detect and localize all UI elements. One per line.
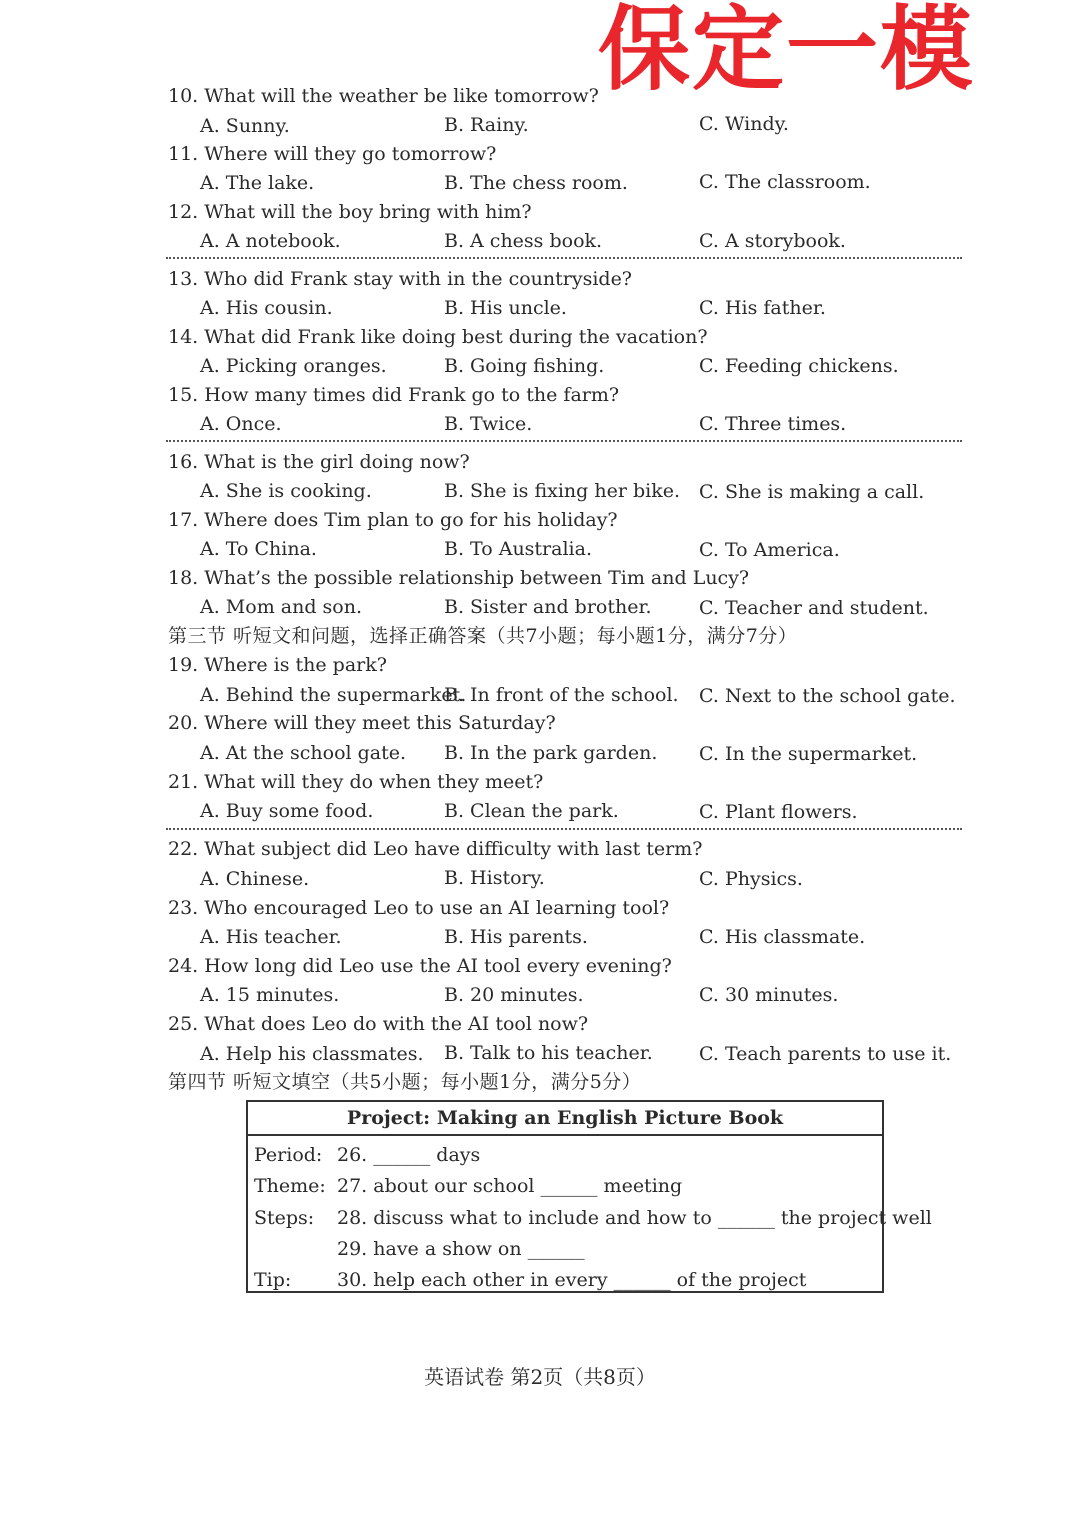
- table-title: Project: Making an English Picture Book: [248, 1102, 882, 1136]
- option-16-c: C. She is making a call.: [699, 481, 925, 503]
- option-12-b: B. A chess book.: [444, 230, 603, 252]
- option-24-c: C. 30 minutes.: [699, 984, 839, 1006]
- table-label-steps: Steps:: [254, 1207, 315, 1229]
- option-13-a: A. His cousin.: [200, 297, 333, 319]
- question-10: 10. What will the weather be like tomorrow?: [168, 85, 599, 107]
- option-10-b: B. Rainy.: [444, 114, 529, 136]
- option-25-a: A. Help his classmates.: [200, 1043, 424, 1065]
- question-14: 14. What did Frank like doing best during the vacation?: [168, 326, 708, 348]
- option-23-b: B. His parents.: [444, 926, 588, 948]
- option-13-c: C. His father.: [699, 297, 826, 319]
- option-16-a: A. She is cooking.: [200, 480, 372, 502]
- option-23-c: C. His classmate.: [699, 926, 866, 948]
- question-21: 21. What will they do when they meet?: [168, 771, 544, 793]
- option-22-b: B. History.: [444, 867, 545, 889]
- option-21-c: C. Plant flowers.: [699, 801, 858, 823]
- project-table: [246, 1100, 932, 1293]
- option-11-a: A. The lake.: [200, 172, 315, 194]
- section-divider: [166, 257, 962, 259]
- question-15: 15. How many times did Frank go to the farm?: [168, 384, 620, 406]
- table-label-period: Period:: [254, 1144, 323, 1166]
- option-14-b: B. Going fishing.: [444, 355, 605, 377]
- option-19-b: B. In front of the school.: [444, 684, 679, 706]
- option-10-a: A. Sunny.: [200, 115, 290, 137]
- option-22-c: C. Physics.: [699, 868, 803, 890]
- option-21-b: B. Clean the park.: [444, 800, 619, 822]
- question-24: 24. How long did Leo use the AI tool every evening?: [168, 955, 672, 977]
- option-16-b: B. She is fixing her bike.: [444, 480, 680, 502]
- option-18-b: B. Sister and brother.: [444, 596, 652, 618]
- table-item-30: 30. help each other in every ______ of the project: [337, 1269, 807, 1291]
- table-label-tip: Tip:: [254, 1269, 292, 1291]
- option-18-c: C. Teacher and student.: [699, 597, 929, 619]
- option-24-b: B. 20 minutes.: [444, 984, 584, 1006]
- question-18: 18. What’s the possible relationship between Tim and Lucy?: [168, 567, 750, 589]
- question-22: 22. What subject did Leo have difficulty with last term?: [168, 838, 703, 860]
- question-23: 23. Who encouraged Leo to use an AI learning tool?: [168, 897, 670, 919]
- option-15-b: B. Twice.: [444, 413, 533, 435]
- page-footer: 英语试卷 第2页（共8页）: [424, 1365, 656, 1389]
- option-14-c: C. Feeding chickens.: [699, 355, 899, 377]
- option-17-c: C. To America.: [699, 539, 840, 561]
- question-13: 13. Who did Frank stay with in the countryside?: [168, 268, 632, 290]
- option-11-c: C. The classroom.: [699, 171, 871, 193]
- question-11: 11. Where will they go tomorrow?: [168, 143, 497, 165]
- option-18-a: A. Mom and son.: [200, 596, 362, 618]
- question-25: 25. What does Leo do with the AI tool now?: [168, 1013, 589, 1035]
- option-25-c: C. Teach parents to use it.: [699, 1043, 952, 1065]
- watermark-stamp: 保定一模: [598, 0, 975, 103]
- option-22-a: A. Chinese.: [200, 868, 310, 890]
- option-21-a: A. Buy some food.: [200, 800, 374, 822]
- option-15-a: A. Once.: [200, 413, 282, 435]
- option-23-a: A. His teacher.: [200, 926, 342, 948]
- question-20: 20. Where will they meet this Saturday?: [168, 712, 556, 734]
- option-19-a: A. Behind the supermarket.: [200, 684, 467, 706]
- option-12-c: C. A storybook.: [699, 230, 846, 252]
- option-17-b: B. To Australia.: [444, 538, 592, 560]
- section-divider: [166, 440, 962, 442]
- option-12-a: A. A notebook.: [200, 230, 341, 252]
- question-12: 12. What will the boy bring with him?: [168, 201, 532, 223]
- table-item-29: 29. have a show on ______: [337, 1238, 585, 1260]
- section-3-heading: 第三节 听短文和问题，选择正确答案（共7小题；每小题1分，满分7分）: [168, 625, 798, 647]
- section-divider: [166, 828, 962, 830]
- table-item-27: 27. about our school ______ meeting: [337, 1175, 683, 1197]
- option-19-c: C. Next to the school gate.: [699, 685, 956, 707]
- option-20-b: B. In the park garden.: [444, 742, 658, 764]
- question-17: 17. Where does Tim plan to go for his holiday?: [168, 509, 618, 531]
- table-item-28: 28. discuss what to include and how to ______ the project well: [337, 1207, 932, 1229]
- option-11-b: B. The chess room.: [444, 172, 628, 194]
- option-20-c: C. In the supermarket.: [699, 743, 918, 765]
- option-17-a: A. To China.: [200, 538, 317, 560]
- option-15-c: C. Three times.: [699, 413, 847, 435]
- table-label-theme: Theme:: [254, 1175, 326, 1197]
- option-13-b: B. His uncle.: [444, 297, 567, 319]
- option-25-b: B. Talk to his teacher.: [444, 1042, 653, 1064]
- option-10-c: C. Windy.: [699, 113, 789, 135]
- option-20-a: A. At the school gate.: [200, 742, 407, 764]
- table-item-26: 26. ______ days: [337, 1144, 481, 1166]
- option-24-a: A. 15 minutes.: [200, 984, 340, 1006]
- question-19: 19. Where is the park?: [168, 654, 387, 676]
- option-14-a: A. Picking oranges.: [200, 355, 387, 377]
- section-4-heading: 第四节 听短文填空（共5小题；每小题1分，满分5分）: [168, 1071, 642, 1093]
- question-16: 16. What is the girl doing now?: [168, 451, 470, 473]
